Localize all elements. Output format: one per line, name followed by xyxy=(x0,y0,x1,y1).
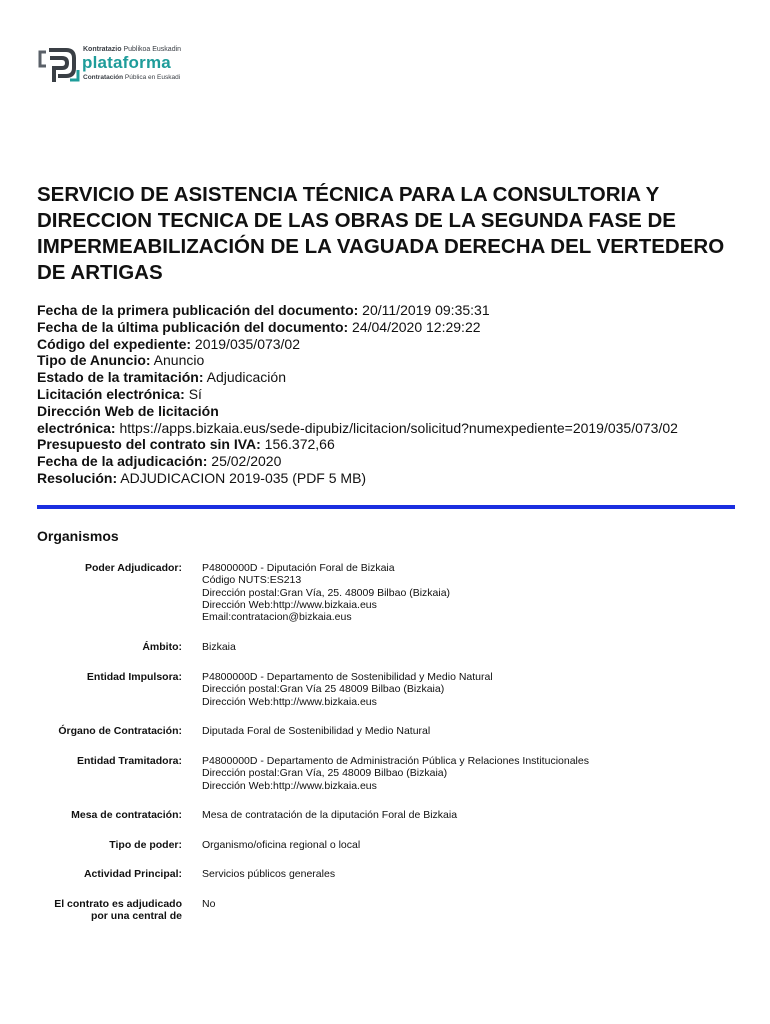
tender-web-label: Dirección Web de licitación xyxy=(37,402,219,419)
contract-budget: Presupuesto del contrato sin IVA: 156.372,66 xyxy=(37,436,335,453)
org-value: Diputada Foral de Sostenibilidad y Medio Natural xyxy=(202,725,431,737)
org-label: Ámbito: xyxy=(142,641,182,653)
org-label: El contrato es adjudicado por una central de xyxy=(54,898,182,923)
resolution: Resolución: ADJUDICACION 2019-035 (PDF 5 MB) xyxy=(37,469,367,486)
tender-web-address[interactable]: electrónica: https://apps.bizkaia.eus/sede-dipubiz/licitacion/solicitud?numexpediente=2019/035/073/02 xyxy=(37,419,678,436)
org-value: Organismo/oficina regional o local xyxy=(202,839,361,851)
first-publication-date: Fecha de la primera publicación del documento: 20/11/2019 09:35:31 xyxy=(37,302,490,318)
org-value: Mesa de contratación de la diputación Foral de Bizkaia xyxy=(202,809,458,821)
document-metadata xyxy=(37,302,767,487)
logo-wordmark: plataforma xyxy=(82,53,171,72)
logo-text-basque: Kontratazio Publikoa Euskadin xyxy=(83,46,182,53)
processing-status: Estado de la tramitación: Adjudicación xyxy=(37,369,286,386)
org-value: No xyxy=(202,898,216,910)
resolution-document-link[interactable]: ADJUDICACION 2019-035 (PDF 5 MB) xyxy=(117,469,367,486)
plataforma-logo-icon xyxy=(36,46,82,86)
org-value: Servicios públicos generales xyxy=(202,868,336,880)
logo-text-spanish: Contratación Pública en Euskadi xyxy=(83,74,181,81)
org-label: Actividad Principal: xyxy=(83,868,182,880)
expediente-code: Código del expediente: 2019/035/073/02 xyxy=(37,335,301,352)
organismos-heading: Organismos xyxy=(37,528,119,544)
last-publication-date: Fecha de la última publicación del documento: 24/04/2020 12:29:22 xyxy=(37,318,481,335)
org-value: P4800000D - Departamento de Sostenibilidad y Medio Natural Dirección postal:Gran Vía 25 48009 Bilbao (Bizkaia) Dirección Web:http://www.bizkaia.eus xyxy=(202,671,493,708)
org-label: Entidad Tramitadora: xyxy=(76,755,182,767)
org-label: Órgano de Contratación: xyxy=(58,725,182,737)
org-label: Mesa de contratación: xyxy=(71,809,182,821)
plataforma-logo xyxy=(36,44,196,88)
org-value: Bizkaia xyxy=(202,641,236,653)
org-value: P4800000D - Diputación Foral de Bizkaia Código NUTS:ES213 Dirección postal:Gran Vía, 25. 48009 Bilbao (Bizkaia) Dirección Web:http://www.bizkaia.eus Email:contratacion@bizkaia.eus xyxy=(202,562,451,624)
org-label: Entidad Impulsora: xyxy=(86,671,182,683)
tender-web-link[interactable]: https://apps.bizkaia.eus/sede-dipubiz/licitacion/solicitud?numexpediente=2019/035/073/02 xyxy=(115,419,678,436)
section-divider xyxy=(37,505,735,509)
org-value: P4800000D - Departamento de Administración Pública y Relaciones Institucionales Dirección postal:Gran Vía, 25 48009 Bilbao (Bizkaia) Dirección Web:http://www.bizkaia.eus xyxy=(202,755,589,792)
org-label: Tipo de poder: xyxy=(109,839,182,851)
award-date: Fecha de la adjudicación: 25/02/2020 xyxy=(37,453,282,470)
org-label: Poder Adjudicador: xyxy=(84,562,182,574)
announcement-type: Tipo de Anuncio: Anuncio xyxy=(37,352,205,369)
document-title: SERVICIO DE ASISTENCIA TÉCNICA PARA LA CONSULTORIA Y DIRECCION TECNICA DE LAS OBRAS DE LA SEGUNDA FASE DE IMPERMEABILIZACIÓN DE LA VAGUADA DERECHA DEL VERTEDERO DE ARTIGAS xyxy=(37,183,725,284)
electronic-tender: Licitación electrónica: Sí xyxy=(37,385,202,402)
